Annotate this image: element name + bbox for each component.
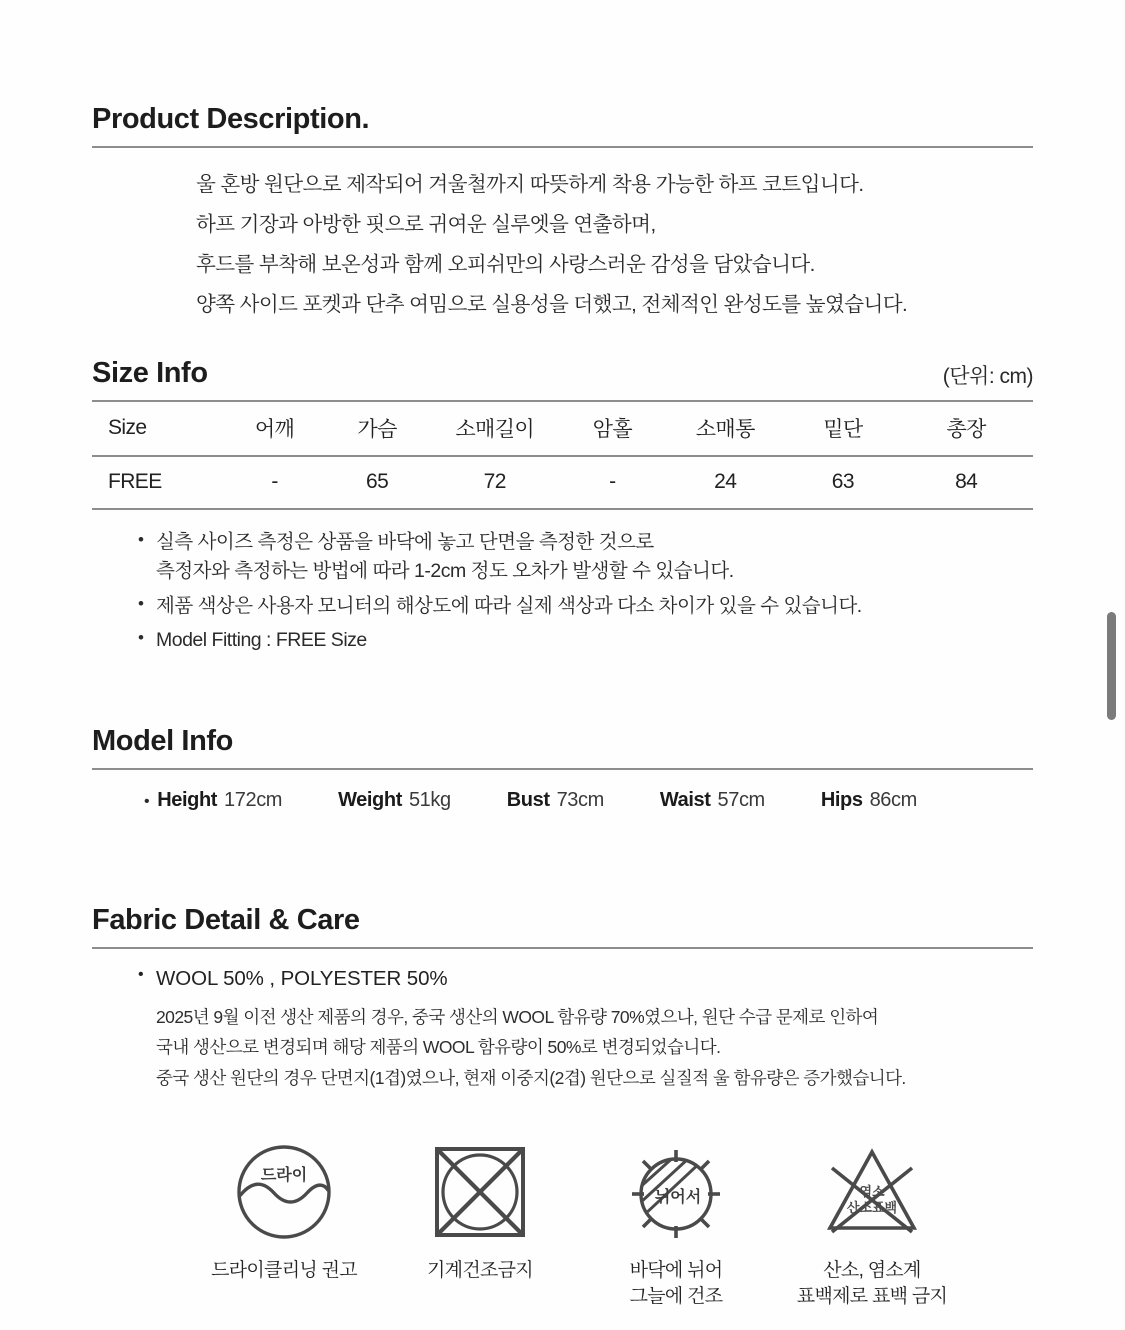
care-caption-line1: 드라이클리닝 권고	[211, 1260, 357, 1281]
size-col-header: Size	[92, 402, 224, 456]
care-caption-line2: 표백제로 표백 금지	[796, 1285, 948, 1307]
no-bleach-inner-label-2: 산소표백	[846, 1200, 898, 1215]
model-measurement-height	[144, 789, 282, 812]
size-col-header: 어깨	[224, 402, 326, 456]
measurement-label: Weight	[338, 788, 402, 811]
fabric-composition: • WOOL 50% , POLYESTER 50%	[138, 967, 1033, 991]
care-symbol-dry-flat-shade	[578, 1140, 774, 1309]
no-tumble-dry-icon	[382, 1140, 578, 1244]
size-cell: -	[561, 456, 665, 509]
fabric-detail-care-section	[92, 905, 1033, 1096]
size-cell: 63	[786, 456, 899, 509]
fabric-notes-block	[92, 1005, 1033, 1091]
care-symbol-no-tumble-dry	[382, 1140, 578, 1309]
fabric-note-line: 국내 생산으로 변경되며 해당 제품의 WOOL 함유량이 50%로 변경되었습니다.	[156, 1037, 721, 1058]
fabric-heading: Fabric Detail & Care	[92, 904, 360, 936]
size-info-heading	[92, 358, 1033, 400]
size-unit-note: (단위: cm)	[942, 364, 1033, 388]
size-cell: 65	[325, 456, 429, 509]
dry-flat-in-shade-icon	[578, 1140, 774, 1244]
fabric-composition-block	[92, 967, 1033, 991]
model-info-section	[92, 726, 1033, 812]
table-row	[92, 456, 1033, 509]
no-bleach-triangle-icon	[774, 1140, 970, 1244]
list-item	[138, 626, 1033, 655]
measurement-value: 73cm	[556, 788, 604, 811]
model-measurements-row	[92, 789, 1033, 812]
measurement-label: Height	[157, 788, 218, 811]
care-caption	[774, 1258, 970, 1309]
model-measurement-bust	[507, 789, 604, 812]
care-caption	[382, 1258, 578, 1284]
measurement-value: 57cm	[717, 788, 765, 811]
note-line: • Model Fitting : FREE Size	[156, 629, 367, 652]
fabric-note-line: 2025년 9월 이전 생산 제품의 경우, 중국 생산의 WOOL 함유량 70%였으나, 원단 수급 문제로 인하여	[156, 1006, 879, 1027]
section-divider	[92, 146, 1033, 148]
section-divider	[92, 768, 1033, 770]
product-description-body	[92, 170, 1033, 319]
no-bleach-inner-label-1: 염소	[859, 1184, 885, 1199]
size-col-header: 총장	[899, 402, 1033, 456]
size-col-header: 가슴	[325, 402, 429, 456]
description-line: 하프 기장과 아방한 핏으로 귀여운 실루엣을 연출하며,	[196, 213, 656, 236]
description-line: 양쪽 사이드 포켓과 단추 여밈으로 실용성을 더했고, 전체적인 완성도를 높였습니다.	[196, 293, 908, 317]
measurement-label: Bust	[506, 788, 550, 811]
list-item	[138, 528, 1033, 586]
size-table	[92, 402, 1033, 510]
care-symbols-strip	[92, 1140, 1033, 1309]
size-cell: -	[224, 456, 326, 509]
model-measurement-weight	[338, 789, 451, 812]
care-caption-line1: 기계건조금지	[427, 1260, 533, 1281]
note-line: 측정자와 측정하는 방법에 따라 1-2cm 정도 오차가 발생할 수 있습니다.	[156, 559, 734, 582]
description-line: 후드를 부착해 보온성과 함께 오피쉬만의 사랑스러운 감성을 담았습니다.	[196, 253, 815, 277]
measurement-label: Waist	[659, 788, 711, 811]
size-col-header: 암홀	[561, 402, 665, 456]
measurement-value: 172cm	[224, 788, 283, 811]
size-cell: 24	[664, 456, 786, 509]
measurement-value: 51kg	[408, 788, 451, 811]
size-notes-list	[92, 528, 1033, 655]
dry-clean-circle-icon	[186, 1140, 382, 1244]
care-caption-line1: 산소, 염소계	[823, 1260, 921, 1281]
bullet-glyph: •	[144, 792, 150, 810]
dry-clean-inner-label: 드라이	[260, 1167, 308, 1184]
model-measurement-waist	[660, 789, 765, 812]
size-col-header: 소매통	[664, 402, 786, 456]
size-cell: 84	[899, 456, 1033, 509]
size-col-header: 소매길이	[429, 402, 561, 456]
fabric-note-line: 중국 생산 원단의 경우 단면지(1겹)였으나, 현재 이중지(2겹) 원단으로 실질적 울 함유량은 증가했습니다.	[156, 1067, 906, 1088]
care-caption-line2: 그늘에 건조	[629, 1285, 723, 1307]
page-scrollbar[interactable]	[1107, 0, 1116, 1330]
model-info-heading: Model Info	[92, 725, 233, 757]
size-info-heading-text: Size Info	[92, 357, 208, 389]
measurement-label: Hips	[820, 788, 863, 811]
size-col-header: 밑단	[786, 402, 899, 456]
care-caption	[186, 1258, 382, 1284]
note-line: • 실측 사이즈 측정은 상품을 바닥에 놓고 단면을 측정한 것으로	[156, 530, 654, 553]
description-line: 울 혼방 원단으로 제작되어 겨울철까지 따뜻하게 착용 가능한 하프 코트입니다.	[196, 172, 864, 196]
size-cell: 72	[429, 456, 561, 509]
size-table-header-row	[92, 402, 1033, 456]
care-symbol-dry-clean	[186, 1140, 382, 1309]
product-description-heading: Product Description.	[92, 103, 370, 135]
size-cell: FREE	[92, 456, 224, 509]
model-measurement-hips	[821, 789, 917, 812]
note-line: • 제품 색상은 사용자 모니터의 해상도에 따라 실제 색상과 다소 차이가 있을 수 있습니다.	[156, 594, 862, 617]
dry-flat-inner-label: 뉘어서	[654, 1189, 702, 1206]
care-caption-line1: 바닥에 뉘어	[629, 1260, 723, 1281]
care-symbol-no-bleach	[774, 1140, 970, 1309]
list-item	[138, 592, 1033, 621]
product-description-section	[92, 104, 1033, 330]
size-info-section	[92, 358, 1033, 661]
scrollbar-thumb[interactable]	[1107, 612, 1116, 720]
care-caption	[578, 1258, 774, 1309]
section-divider	[92, 947, 1033, 949]
measurement-value: 86cm	[869, 788, 917, 811]
